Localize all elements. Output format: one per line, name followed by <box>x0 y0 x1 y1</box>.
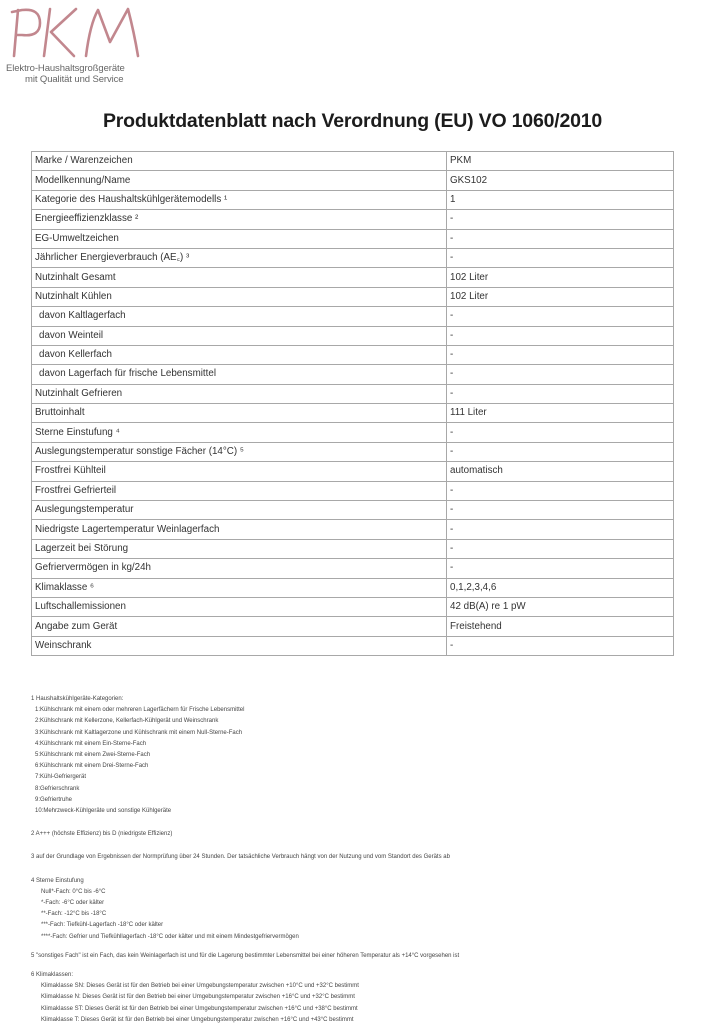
row-value: - <box>447 326 674 345</box>
row-value: - <box>447 365 674 384</box>
brand-logo <box>4 4 164 86</box>
table-row <box>32 520 674 539</box>
page-title: Produktdatenblatt nach Verordnung (EU) VO 1060/2010 <box>102 110 603 132</box>
row-value: - <box>447 636 674 655</box>
table-row <box>32 501 674 520</box>
row-value: - <box>447 210 674 229</box>
list-item: Klimaklasse N: Dieses Gerät ist für den Betrieb bei einer Umgebungstemperatur zwischen +16°C und +32°C bestimmt <box>41 994 355 1001</box>
row-label: Luftschallemissionen <box>32 597 447 616</box>
table-row <box>32 462 674 481</box>
list-item: Klimaklasse SN: Dieses Gerät ist für den Betrieb bei einer Umgebungstemperatur zwischen +10°C und +32°C bestimmt <box>41 983 359 990</box>
table-row <box>32 307 674 326</box>
logo-subtitle-line2: mit Qualität und Service <box>25 74 124 85</box>
list-item: 7:Kühl-Gefriergerät <box>35 774 87 781</box>
row-label: Klimaklasse ⁶ <box>32 578 447 597</box>
row-label: Auslegungstemperatur sonstige Fächer (14°C) ⁵ <box>32 442 447 461</box>
row-label: Frostfrei Kühlteil <box>32 462 447 481</box>
row-label: Marke / Warenzeichen <box>32 152 447 171</box>
row-value: GKS102 <box>447 171 674 190</box>
row-label: Sterne Einstufung ⁴ <box>32 423 447 442</box>
table-row <box>32 539 674 558</box>
list-item: *-Fach: -6°C oder kälter <box>41 900 105 907</box>
table-row <box>32 365 674 384</box>
row-value: 111 Liter <box>447 404 674 423</box>
list-item: 8:Gefrierschrank <box>35 785 80 792</box>
pkm-logo-mark <box>6 4 146 60</box>
row-value: - <box>447 442 674 461</box>
row-label: EG-Umweltzeichen <box>32 229 447 248</box>
row-label: Nutzinhalt Gesamt <box>32 268 447 287</box>
list-item: 3:Kühlschrank mit Kaltlagerzone und Kühlschrank mit einem Null-Sterne-Fach <box>35 729 243 736</box>
row-label: Frostfrei Gefrierteil <box>32 481 447 500</box>
row-label: Nutzinhalt Kühlen <box>32 287 447 306</box>
row-value: 0,1,2,3,4,6 <box>447 578 674 597</box>
footnote-2: 2 A+++ (höchste Effizienz) bis D (niedrigste Effizienz) <box>31 831 173 838</box>
table-row <box>32 287 674 306</box>
list-item: **-Fach: -12°C bis -18°C <box>41 911 107 918</box>
row-value: - <box>447 520 674 539</box>
row-value: - <box>447 384 674 403</box>
row-value: - <box>447 501 674 520</box>
table-row <box>32 597 674 616</box>
row-value: - <box>447 248 674 267</box>
row-label: Modellkennung/Name <box>32 171 447 190</box>
footnote-6-heading: 6 Klimaklassen: <box>31 972 74 979</box>
footnote-4-heading: 4 Sterne Einstufung <box>31 877 84 884</box>
footnote-1-heading: 1 Haushaltskühlgeräte-Kategorien: <box>31 696 124 702</box>
table-row <box>32 617 674 636</box>
table-row <box>32 636 674 655</box>
table-row <box>32 578 674 597</box>
footnote-5: 5 "sonstiges Fach" ist ein Fach, das kein Weinlagerfach ist und für die Lagerung bestimmter Lebensmittel bei einer höheren Temperatur als +14°C vorgesehen ist <box>31 952 460 959</box>
row-value: automatisch <box>447 462 674 481</box>
logo-subtitle-line1: Elektro-Haushaltsgroßgeräte <box>6 63 125 74</box>
row-value: 42 dB(A) re 1 pW <box>447 597 674 616</box>
row-label: davon Kellerfach <box>32 345 447 364</box>
row-value: - <box>447 559 674 578</box>
row-value: - <box>447 345 674 364</box>
row-value: - <box>447 229 674 248</box>
row-value: - <box>447 423 674 442</box>
row-label: davon Kaltlagerfach <box>32 307 447 326</box>
row-value: - <box>447 307 674 326</box>
row-label: Gefriervermögen in kg/24h <box>32 559 447 578</box>
list-item: 6:Kühlschrank mit einem Drei-Sterne-Fach <box>35 763 149 770</box>
row-value: - <box>447 481 674 500</box>
table-row <box>32 404 674 423</box>
table-row <box>32 229 674 248</box>
row-label: davon Lagerfach für frische Lebensmittel <box>32 365 447 384</box>
table-row <box>32 384 674 403</box>
row-value: 102 Liter <box>447 268 674 287</box>
row-label: Weinschrank <box>32 636 447 655</box>
table-row <box>32 190 674 209</box>
list-item: 4:Kühlschrank mit einem Ein-Sterne-Fach <box>35 740 147 747</box>
row-label: Angabe zum Gerät <box>32 617 447 636</box>
list-item: 5:Kühlschrank mit einem Zwei-Sterne-Fach <box>35 752 151 759</box>
list-item: 2:Kühlschrank mit Kellerzone, Kellerfach-Kühlgerät und Weinschrank <box>35 718 219 725</box>
list-item: 9:Gefriertruhe <box>35 796 73 803</box>
table-row <box>32 559 674 578</box>
table-row <box>32 152 674 171</box>
row-label: Energieeffizienzklasse ² <box>32 210 447 229</box>
row-value: - <box>447 539 674 558</box>
table-row <box>32 423 674 442</box>
row-label: davon Weinteil <box>32 326 447 345</box>
list-item: 10:Mehrzweck-Kühlgeräte und sonstige Kühlgeräte <box>35 808 172 815</box>
table-row <box>32 481 674 500</box>
list-item: ***-Fach: Tiefkühl-Lagerfach -18°C oder kälter <box>41 922 164 929</box>
table-row <box>32 248 674 267</box>
table-row <box>32 171 674 190</box>
list-item: Klimaklasse ST: Dieses Gerät ist für den Betrieb bei einer Umgebungstemperatur zwischen +16°C und +38°C bestimmt <box>41 1005 358 1012</box>
footnotes <box>31 694 691 1026</box>
table-row <box>32 345 674 364</box>
list-item: Null*-Fach: 0°C bis -6°C <box>41 888 106 895</box>
list-item: 1:Kühlschrank mit einem oder mehreren Lagerfächern für Frische Lebensmittel <box>35 707 245 714</box>
row-label: Lagerzeit bei Störung <box>32 539 447 558</box>
row-label: Bruttoinhalt <box>32 404 447 423</box>
footnote-3: 3 auf der Grundlage von Ergebnissen der Normprüfung über 24 Stunden. Der tatsächliche Verbrauch hängt von der Nutzung und vom Standort des Geräts ab <box>31 854 450 861</box>
row-value: PKM <box>447 152 674 171</box>
list-item: ****-Fach: Gefrier und Tiefkühllagerfach -18°C oder kälter und mit einem Mindestgefriervermögen <box>41 933 299 940</box>
row-value: 1 <box>447 190 674 209</box>
row-label: Nutzinhalt Gefrieren <box>32 384 447 403</box>
row-value: 102 Liter <box>447 287 674 306</box>
row-value: Freistehend <box>447 617 674 636</box>
row-label: Auslegungstemperatur <box>32 501 447 520</box>
row-label: Jährlicher Energieverbrauch (AE꜀) ³ <box>32 248 447 267</box>
list-item: Klimaklasse T: Dieses Gerät ist für den Betrieb bei einer Umgebungstemperatur zwischen +16°C und +43°C bestimmt <box>41 1016 354 1023</box>
row-label: Kategorie des Haushaltskühlgerätemodells ¹ <box>32 190 447 209</box>
table-row <box>32 442 674 461</box>
table-row <box>32 268 674 287</box>
table-row <box>32 326 674 345</box>
row-label: Niedrigste Lagertemperatur Weinlagerfach <box>32 520 447 539</box>
spec-table <box>31 151 674 656</box>
table-row <box>32 210 674 229</box>
